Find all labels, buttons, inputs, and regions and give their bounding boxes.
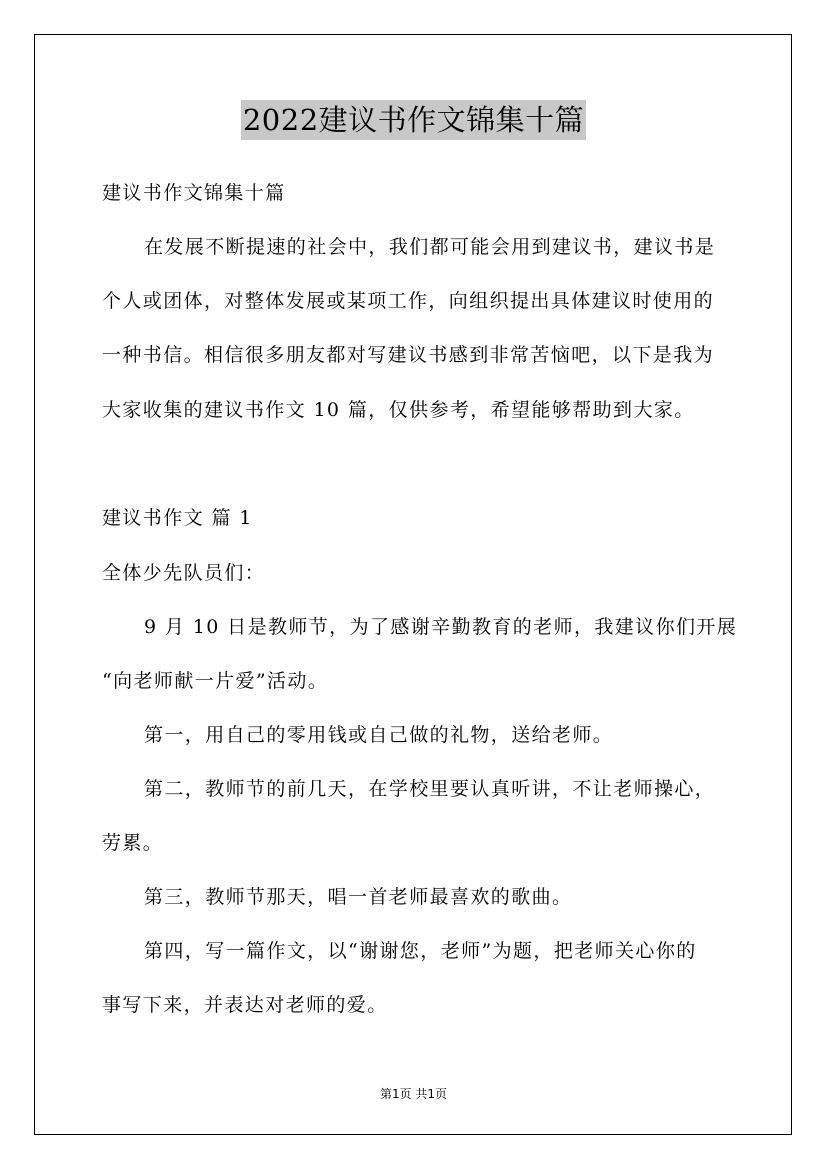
paragraph-line: 劳累。 — [102, 832, 164, 854]
title-container — [0, 100, 827, 140]
salutation: 全体少先队员们： — [102, 562, 266, 584]
page-number-footer: 第1页 共1页 — [379, 1087, 448, 1101]
paragraph-line: 第二，教师节的前几天，在学校里要认真听讲，不让老师操心， — [144, 778, 716, 800]
paragraph-line: 第三，教师节那天，唱一首老师最喜欢的歌曲。 — [144, 886, 573, 908]
subtitle: 建议书作文锦集十篇 — [102, 182, 286, 204]
paragraph-line: 9 月 10 日是教师节，为了感谢辛勤教育的老师，我建议你们开展 — [144, 616, 738, 638]
document-title: 2022建议书作文锦集十篇 — [241, 100, 586, 140]
intro-paragraph-line-4: 大家收集的建议书作文 10 篇，仅供参考，希望能够帮助到大家。 — [102, 399, 695, 421]
paragraph-line: 事写下来，并表达对老师的爱。 — [102, 994, 388, 1016]
section-heading: 建议书作文 篇 1 — [102, 507, 253, 529]
paragraph-line: 第一，用自己的零用钱或自己做的礼物，送给老师。 — [144, 724, 614, 746]
paragraph-line: “向老师献一片爱”活动。 — [102, 670, 329, 692]
paragraph-line: 第四，写一篇作文，以“谢谢您，老师”为题，把老师关心你的 — [144, 940, 697, 962]
intro-paragraph-line-3: 一种书信。相信很多朋友都对写建议书感到非常苦恼吧，以下是我为 — [102, 344, 715, 366]
intro-paragraph-line-1: 在发展不断提速的社会中，我们都可能会用到建议书，建议书是 — [144, 236, 716, 258]
intro-paragraph-line-2: 个人或团体，对整体发展或某项工作，向组织提出具体建议时使用的 — [102, 290, 715, 312]
